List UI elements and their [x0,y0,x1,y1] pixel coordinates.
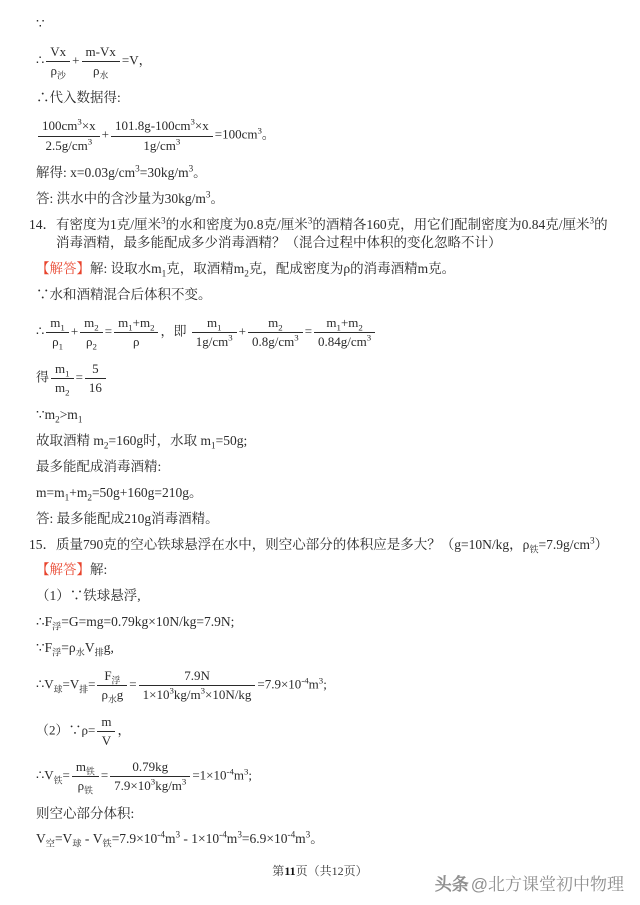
line-because-cue [36,15,620,34]
text-run: 0.8g/cm [252,334,295,350]
fraction-numerator [46,44,70,62]
subscript: 2 [150,322,155,333]
text-run: 。 [261,127,275,143]
subscript: 1 [64,492,70,503]
text-run: >m [59,407,78,423]
superscript: 3 [305,829,311,840]
text-run: m [206,315,218,331]
line-hollow-intro [36,805,620,824]
text-run: = [129,676,137,692]
text-run: 得 [36,369,50,385]
superscript: 3 [77,116,82,127]
formula-ratio [36,361,620,397]
fraction-denominator [97,686,127,703]
text-run: +m [69,484,88,500]
text-run: - 1×10 [180,831,220,847]
fraction-denominator [46,62,70,79]
text-run: +m [132,315,151,331]
subscript: 排 [79,684,89,695]
subscript: 2 [65,387,70,398]
text-run: ρ [101,687,108,703]
subscript: 水 [107,694,117,705]
text-run: +m [340,315,359,331]
fraction [51,361,74,397]
superscript: 3 [318,675,324,686]
text-run: ∴V [36,676,54,692]
subscript: 1 [210,440,216,451]
superscript: -4 [219,829,227,840]
text-run: ; [248,767,253,783]
fraction [114,315,158,351]
text-run: m [55,379,66,395]
fraction [97,714,115,750]
fraction [248,315,303,351]
text-run: ×x [81,118,96,134]
fraction-denominator [85,379,106,396]
fraction [110,759,190,795]
superscript: 3 [237,829,242,840]
text-run: ， [117,722,131,738]
line-answer-13 [36,190,620,209]
text-run: = [88,676,96,692]
text-run: ρ [85,334,93,350]
text-run: =V， [121,52,152,68]
line-buoyancy-formula [36,639,620,658]
text-run: 7.9N [184,668,210,684]
fraction-numerator [85,361,106,379]
text-run: m [326,315,337,331]
line-buoyancy-equals-gravity [36,613,620,632]
text-run: = [75,369,83,385]
footer-text-post: 页） [343,864,368,878]
text-run: m-Vx [85,43,116,59]
text-run: 。 [310,831,324,847]
superscript: 3 [307,215,313,226]
fraction-denominator [111,137,213,154]
footer-total-pages: 12 [331,864,344,878]
text-run: =V [54,831,73,847]
text-run: 【解答】 [36,261,90,277]
subscript: 浮 [52,647,62,658]
fraction-numerator [110,759,190,777]
text-run: =50g+160g=210g。 [91,484,203,500]
subscript: 球 [72,839,82,850]
text-run: 的酒精各160克，用它们配制密度为0.84克/厘米 [312,216,590,232]
fraction-numerator [248,315,303,333]
text-run: 1×10 [142,687,170,703]
text-run: ∵水和酒精混合后体积不变。 [36,287,212,303]
fraction-denominator [248,333,303,350]
subscript: 1 [161,269,167,280]
superscript: 3 [190,116,195,127]
fraction [139,668,256,704]
text-run: - V [81,831,103,847]
fraction-denominator [114,333,158,350]
text-run: g [116,687,124,703]
subscript: 1 [58,341,64,352]
text-run: 7.9×10 [114,778,151,794]
subscript: 球 [53,684,63,695]
subscript: 2 [244,269,249,280]
superscript: 3 [228,333,233,344]
text-run: =6.9×10 [241,831,288,847]
superscript: 3 [589,215,595,226]
fraction-numerator [139,668,256,686]
fraction-numerator [111,118,213,136]
subscript: 2 [87,492,92,503]
footer-text-mid: 页（共 [295,864,332,878]
watermark-brand: 头条 [434,875,469,894]
fraction-numerator [51,361,74,379]
superscript: 3 [181,776,187,787]
text-run: ρ [50,63,58,79]
fraction-numerator [38,118,100,136]
superscript: 3 [175,829,181,840]
text-run: 克，配成密度为ρ的消毒酒精m克。 [248,261,456,277]
fraction-denominator [314,333,375,350]
fraction [82,44,120,80]
text-run: m [164,831,176,847]
text-run: ∵ [36,16,45,31]
line-15-step1 [36,587,620,606]
text-run: =G=mg=0.79kg×10N/kg=7.9N; [61,614,235,630]
text-run: 的消毒酒精，最多能配成多少消毒酒精？（混合过程中体积的变化忽略不计） [56,216,608,251]
text-run: 16 [88,379,102,395]
subscript: 沙 [57,70,66,81]
text-run: 最多能配成消毒酒精: [36,458,162,474]
subscript: 浮 [52,621,62,632]
text-run: 15．质量790克的空心铁球悬浮在水中，则空心部分的体积应是多大？（g=10N/kg，ρ [29,536,530,552]
line-take-values [36,432,620,451]
text-run: 1g/cm [195,334,229,350]
superscript: 3 [161,215,166,226]
text-run: ρ [93,63,100,79]
text-run: 答: 洪水中的含沙量为30kg/m [36,190,206,206]
line-solve-x [36,164,620,183]
subscript: 2 [94,322,99,333]
fraction-denominator [192,333,237,350]
superscript: 3 [87,136,93,147]
fraction-denominator [139,686,256,703]
fraction-denominator [82,62,120,79]
text-run: ρ [77,778,85,794]
subscript: 排 [94,647,104,658]
superscript: 3 [590,535,595,546]
text-run: =7.9×10 [111,831,158,847]
superscript: 3 [244,766,249,777]
fraction [85,361,106,397]
footer-text-pre: 第 [272,864,285,878]
text-run: ρ [52,334,59,350]
text-run: = [100,767,109,783]
superscript: 3 [188,163,194,174]
subscript: 1 [65,368,70,379]
superscript: -4 [226,766,234,777]
watermark-handle: @北方课堂初中物理 [470,875,624,894]
subscript: 铁 [529,544,539,555]
subscript: 水 [75,647,85,658]
text-run: =30kg/m [139,164,189,180]
fraction [192,315,237,351]
text-run: 克，取酒精m [166,261,245,277]
text-run: ×10N/kg [205,687,252,703]
line-m2-gt-m1 [36,406,620,425]
text-run: 5 [92,360,99,376]
fraction-denominator [110,777,190,794]
text-run: F [104,668,112,684]
fraction [38,118,100,154]
line-answer-14 [36,510,620,529]
fraction-denominator [80,333,103,350]
text-run: 故取酒精 m [36,433,104,449]
subscript: 1 [217,322,222,333]
text-run: m=m [36,484,65,500]
text-run: 答: 最多能配成210g消毒酒精。 [36,510,219,526]
text-run: ∵m [36,407,56,423]
text-run: + [238,323,247,339]
text-run: 【解答】 [36,562,90,578]
subscript: 1 [336,322,341,333]
text-run: V [36,831,46,847]
text-run: （1）∵铁球悬浮, [36,588,141,604]
text-run: + [101,127,109,143]
text-run: 0.79kg [132,759,169,775]
fraction [111,118,213,154]
fraction-numerator [314,315,375,333]
text-run: m [55,360,66,376]
text-run: = [304,323,313,339]
watermark [435,870,624,895]
problem-14 [29,216,620,254]
text-run: 解得: x=0.03g/cm [36,164,136,180]
text-run: 1g/cm [143,137,176,153]
superscript: 3 [200,685,206,696]
text-run: =160g时，水取 m [108,433,211,449]
text-run: m [268,315,279,331]
formula-v-iron [36,759,620,795]
subscript: 1 [77,414,83,425]
text-run: m [118,315,129,331]
text-run: m [308,676,319,692]
text-run: =V [62,676,80,692]
superscript: 3 [366,333,372,344]
line-15-solution-label [36,561,620,580]
fraction-denominator [38,137,100,154]
text-run: 解: [90,562,108,578]
subscript: 铁 [84,785,94,796]
subscript: 浮 [111,675,121,686]
formula-v-ball [36,668,620,704]
text-run: 的水和密度为0.8克/厘米 [165,216,308,232]
text-run: ∴ [36,52,45,68]
superscript: 3 [175,136,181,147]
subscript: 铁 [53,775,63,786]
superscript: 3 [205,189,211,200]
text-run: g, [103,640,114,656]
text-run: V [101,732,112,748]
line-hollow-volume [36,830,620,849]
superscript: 3 [135,163,140,174]
text-run: 解: 设取水m [90,261,162,277]
text-run: 2.5g/cm [45,137,88,153]
text-run: + [70,323,79,339]
text-run: = [104,323,113,339]
fraction [46,44,70,80]
subscript: 铁 [102,839,112,850]
line-14-premise [36,286,620,305]
text-run: m [75,759,86,775]
text-run: ，即 [160,323,190,339]
text-run: m [226,831,238,847]
fraction-numerator [97,714,115,732]
subscript: 空 [45,839,55,850]
superscript: -4 [157,829,165,840]
fraction-numerator [82,44,120,62]
text-run: Vx [50,43,67,59]
superscript: 3 [150,776,156,787]
fraction [46,315,69,351]
problem-15 [29,536,620,555]
text-run: ∴ [36,323,45,339]
fraction-denominator [72,777,99,794]
superscript: -4 [301,675,309,686]
subscript: 2 [278,322,283,333]
fraction-numerator [114,315,158,333]
fraction-numerator [72,759,99,777]
formula-volume-sum [36,44,620,80]
subscript: 铁 [85,766,95,777]
formula-substituted [36,118,620,154]
text-run: =7.9g/cm [538,536,591,552]
line-total-mass [36,484,620,503]
formula-mix [36,315,620,351]
fraction-numerator [192,315,237,333]
text-run: 14．有密度为1克/厘米 [29,216,162,232]
subscript: 2 [358,322,363,333]
text-run: =50g; [215,433,248,449]
fraction [314,315,375,351]
fraction [97,668,127,704]
formula-density-def [36,714,620,750]
fraction-denominator [51,379,74,396]
subscript: 1 [128,322,133,333]
text-run: 。 [193,164,207,180]
fraction-denominator [97,732,115,749]
subscript: 1 [60,322,65,333]
text-run: kg/m [155,778,182,794]
text-run: V [84,640,95,656]
text-run: ） [594,536,609,552]
text-run: m [101,713,112,729]
text-run: =7.9×10 [257,676,302,692]
line-max-intro [36,458,620,477]
text-run: m [50,315,61,331]
text-run: 则空心部分体积: [36,805,135,821]
text-run: ∴V [36,767,54,783]
footer-page-number: 11 [284,864,296,878]
text-run: 101.8g-100cm [115,118,191,134]
text-run: =100cm [214,127,258,143]
fraction-numerator [80,315,103,333]
text-run: 。 [210,190,224,206]
text-run: ×x [194,118,209,134]
text-run: m [233,767,244,783]
text-run: m [295,831,306,847]
text-run: 100cm [42,118,78,134]
subscript: 2 [103,440,109,451]
fraction [80,315,103,351]
text-run: = [62,767,70,783]
text-run: ∴F [36,614,53,630]
fraction-numerator [97,668,127,686]
line-substitute-data [36,89,620,108]
fraction-numerator [46,315,69,333]
subscript: 2 [55,414,60,425]
superscript: 3 [257,125,262,136]
text-run: （2）∵ρ= [36,722,96,738]
line-14-setup [36,260,620,279]
subscript: 水 [99,70,109,81]
superscript: -4 [287,829,296,840]
text-run: 0.84g/cm [318,334,367,350]
text-run: ρ [133,334,140,350]
text-run: ; [323,676,327,692]
text-run: =1×10 [192,767,227,783]
superscript: 3 [294,333,299,344]
text-run: =ρ [61,640,76,656]
text-run: ∴代入数据得: [36,90,121,106]
fraction [72,759,99,795]
text-run: + [72,52,80,68]
subscript: 2 [92,341,97,352]
text-run: m [84,315,95,331]
superscript: 3 [169,685,174,696]
fraction-denominator [46,333,69,350]
text-run: ∵F [36,640,53,656]
text-run: kg/m [173,687,201,703]
